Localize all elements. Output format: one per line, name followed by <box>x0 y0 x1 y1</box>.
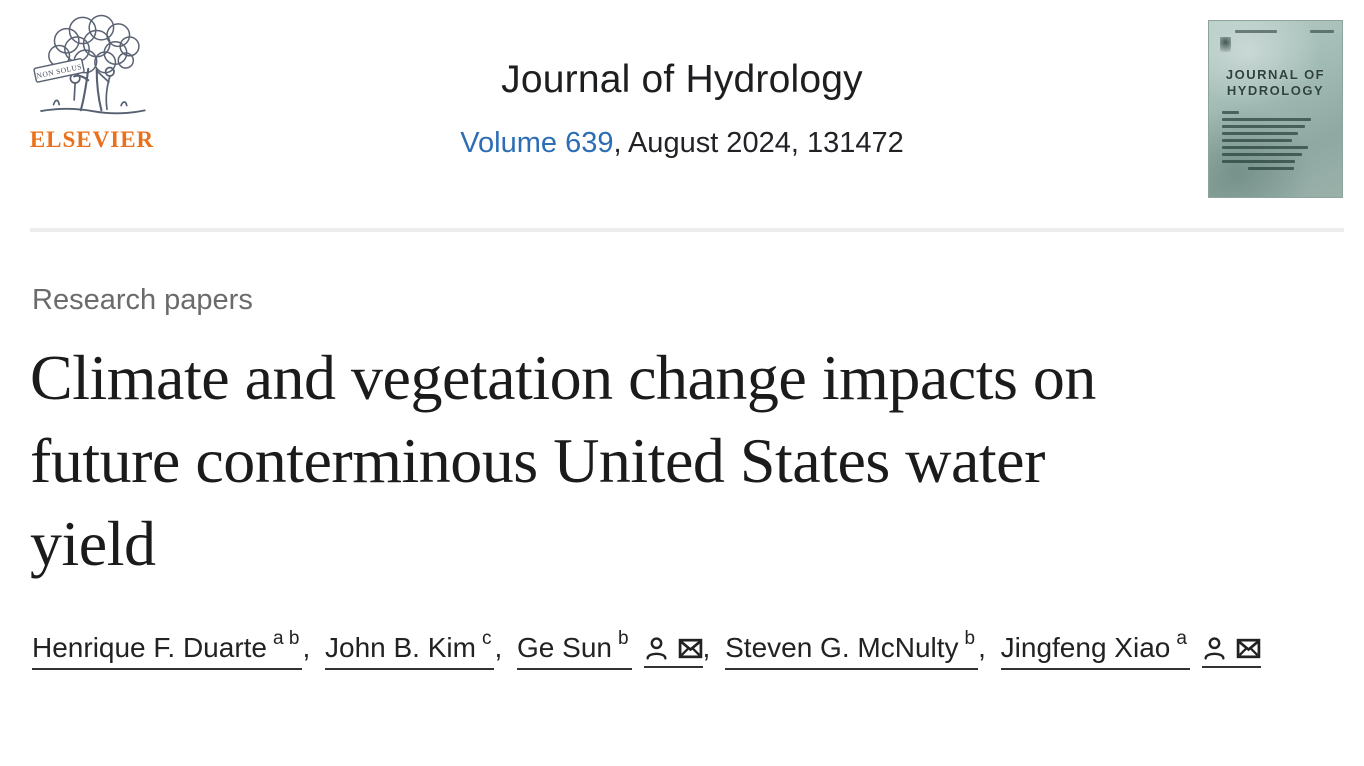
author-link-mcnulty[interactable] <box>725 628 978 670</box>
author-entry <box>32 628 325 663</box>
volume-issue-line <box>0 127 1364 160</box>
issue-info: , August 2024, 131472 <box>613 127 904 159</box>
author-affiliation-sup: b <box>617 628 629 649</box>
author-separator: , <box>702 632 719 663</box>
author-entry <box>325 628 517 663</box>
author-separator: , <box>494 632 511 663</box>
article-title-line: future conterminous United States water <box>30 425 1045 496</box>
author-link-duarte[interactable] <box>32 628 302 670</box>
person-icon <box>644 636 669 661</box>
envelope-icon <box>678 636 703 661</box>
author-link-sun[interactable] <box>517 628 632 670</box>
author-separator: , <box>302 632 318 663</box>
corresponding-author-icons[interactable] <box>644 632 703 668</box>
author-name: John B. Kim <box>325 632 476 663</box>
author-separator: , <box>978 632 994 663</box>
section-label: Research papers <box>32 284 253 316</box>
author-affiliation-sup: a b <box>273 628 300 649</box>
elsevier-wordmark: ELSEVIER <box>29 127 155 152</box>
header-divider <box>30 228 1344 232</box>
cover-issue-microtext <box>1235 30 1277 33</box>
envelope-icon <box>1236 636 1261 661</box>
person-icon <box>1202 636 1227 661</box>
author-list <box>32 618 1294 682</box>
corresponding-author-icons[interactable] <box>1202 632 1261 668</box>
journal-cover-thumbnail[interactable] <box>1208 20 1343 198</box>
author-name: Ge Sun <box>517 632 612 663</box>
cover-editor-list <box>1222 111 1331 174</box>
journal-title-link[interactable]: Journal of Hydrology <box>501 58 863 101</box>
volume-link[interactable]: Volume 639 <box>460 127 614 159</box>
article-title-line: yield <box>30 508 156 579</box>
author-affiliation-sup: c <box>481 628 492 649</box>
author-name: Jingfeng Xiao <box>1000 632 1171 663</box>
author-affiliation-sup: b <box>964 628 976 649</box>
cover-mini-logo <box>1220 37 1231 52</box>
non-solus-banner-text: NON SOLUS <box>35 61 83 81</box>
cover-journal-title: JOURNAL OF HYDROLOGY <box>1225 67 1326 98</box>
article-title-line: Climate and vegetation change impacts on <box>30 342 1096 413</box>
author-link-xiao[interactable] <box>1000 628 1190 670</box>
article-title <box>30 336 1340 585</box>
author-entry <box>1000 628 1261 663</box>
cover-issn-microtext <box>1310 30 1334 33</box>
author-entry <box>517 628 725 663</box>
author-affiliation-sup: a <box>1176 628 1187 649</box>
author-entry <box>725 628 1001 663</box>
author-link-kim[interactable] <box>325 628 494 670</box>
author-name: Steven G. McNulty <box>725 632 959 663</box>
author-name: Henrique F. Duarte <box>32 632 268 663</box>
